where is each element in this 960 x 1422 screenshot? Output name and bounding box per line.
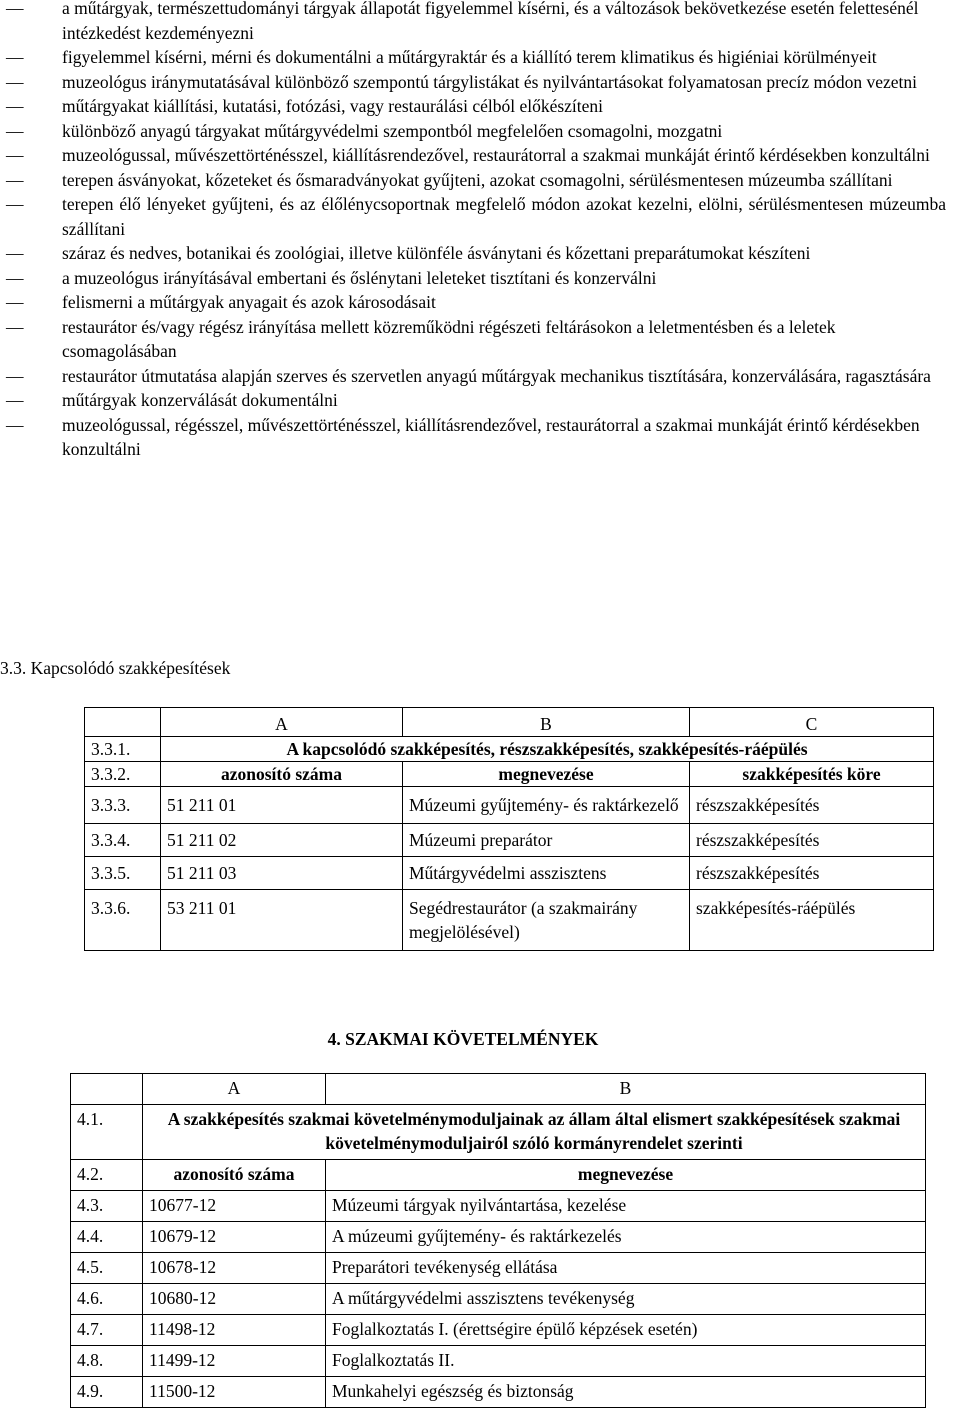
column-title-name: megnevezése [403, 762, 690, 787]
list-item [0, 70, 946, 95]
table-row [85, 787, 934, 824]
column-header-a: A [161, 708, 403, 737]
qualification-scope: részszakképesítés [690, 857, 934, 890]
dash-bullet: — [6, 414, 24, 435]
dash-bullet: — [6, 145, 24, 165]
row-number: 4.8. [71, 1346, 143, 1377]
list-item-text: figyelemmel kísérni, mérni és dokumentálni a műtárgyraktár és a kiállító terem klimatikus és higiéniai körülményeit [62, 47, 877, 67]
table-row [71, 1284, 926, 1315]
module-id: 11500-12 [143, 1377, 326, 1408]
module-name: Preparátori tevékenység ellátása [326, 1253, 926, 1284]
row-number: 4.3. [71, 1191, 143, 1222]
list-item-text: felismerni a műtárgyak anyagait és azok károsodásait [62, 292, 436, 312]
table-row [85, 762, 934, 787]
dash-bullet: — [6, 47, 24, 67]
column-title-id: azonosító száma [143, 1160, 326, 1191]
list-item [0, 388, 946, 413]
column-title-id: azonosító száma [161, 762, 403, 787]
section-heading-4: 4. SZAKMAI KÖVETELMÉNYEK [327, 1029, 599, 1049]
row-number: 4.1. [71, 1105, 143, 1160]
qualification-name: Műtárgyvédelmi asszisztens [403, 857, 690, 890]
dash-bullet: — [6, 292, 24, 312]
column-title-scope: szakképesítés köre [690, 762, 934, 787]
list-item-text: száraz és nedves, botanikai és zoológiai, illetve különféle ásványtani és kőzettani preparátumokat készíteni [62, 243, 811, 263]
module-id: 10678-12 [143, 1253, 326, 1284]
dash-bullet: — [6, 194, 24, 214]
module-id: 10680-12 [143, 1284, 326, 1315]
list-item [0, 192, 946, 241]
list-item [0, 94, 946, 119]
table-header-row [85, 708, 934, 737]
row-number: 3.3.3. [85, 787, 161, 824]
column-header-a: A [143, 1074, 326, 1105]
qualification-name: Múzeumi gyűjtemény- és raktárkezelő [403, 787, 690, 824]
list-item [0, 0, 946, 45]
dash-bullet: — [6, 316, 24, 337]
related-qualifications-table [84, 707, 934, 951]
row-number: 4.6. [71, 1284, 143, 1315]
list-item [0, 119, 946, 144]
dash-bullet: — [6, 365, 24, 386]
table-row [85, 824, 934, 857]
dash-bullet: — [6, 71, 24, 92]
qualification-name: Segédrestaurátor (a szakmairány megjelölésével) [403, 890, 690, 951]
row-number: 4.4. [71, 1222, 143, 1253]
row-number: 3.3.1. [85, 737, 161, 762]
row-number: 4.2. [71, 1160, 143, 1191]
qualification-id: 53 211 01 [161, 890, 403, 951]
table-caption: A kapcsolódó szakképesítés, részszakképesítés, szakképesítés-ráépülés [161, 737, 934, 762]
list-item-text: restaurátor útmutatása alapján szerves és szervetlen anyagú műtárgyak mechanikus tisztítására, konzerválására, ragasztására [62, 365, 931, 386]
row-number: 4.5. [71, 1253, 143, 1284]
list-item-text: muzeológussal, művészettörténésszel, kiállításrendezővel, restaurátorral a szakmai munkáját érintő kérdésekben konzultálni [62, 145, 930, 165]
list-item [0, 143, 946, 168]
table-header-row [71, 1074, 926, 1105]
column-header-b: B [403, 708, 690, 737]
table-row [71, 1315, 926, 1346]
table-row [71, 1346, 926, 1377]
module-id: 10679-12 [143, 1222, 326, 1253]
table-row [71, 1377, 926, 1408]
module-id: 11499-12 [143, 1346, 326, 1377]
list-item [0, 364, 946, 389]
list-item [0, 266, 946, 291]
list-item-text: muzeológus iránymutatásával különböző szempontú tárgylistákat és nyilvántartásokat folyamatosan precíz módon vezetni [62, 71, 917, 92]
qualification-id: 51 211 02 [161, 824, 403, 857]
section-heading-3-3: 3.3. Kapcsolódó szakképesítések [0, 658, 231, 678]
dash-bullet: — [6, 243, 24, 263]
dash-bullet: — [6, 390, 24, 410]
row-number: 3.3.6. [85, 890, 161, 951]
table-cell [71, 1074, 143, 1105]
row-number: 4.9. [71, 1377, 143, 1408]
module-name: Foglalkoztatás II. [326, 1346, 926, 1377]
module-name: Foglalkoztatás I. (érettségire épülő képzések esetén) [326, 1315, 926, 1346]
qualification-id: 51 211 01 [161, 787, 403, 824]
qualification-id: 51 211 03 [161, 857, 403, 890]
competency-list [0, 0, 946, 462]
column-header-c: C [690, 708, 934, 737]
module-name: Múzeumi tárgyak nyilvántartása, kezelése [326, 1191, 926, 1222]
qualification-scope: szakképesítés-ráépülés [690, 890, 934, 951]
list-item-text: muzeológussal, régésszel, művészettörténésszel, kiállításrendezővel, restaurátorral a szakmai munkáját érintő kérdésekben konzultálni [62, 414, 920, 459]
list-item-text: terepen élő lényeket gyűjteni, és az élőlénycsoportnak megfelelő módon azokat kezelni, elölni, sérülésmentesen múzeumba szállítani [62, 194, 946, 239]
dash-bullet: — [6, 120, 24, 141]
list-item-text: műtárgyak konzerválását dokumentálni [62, 390, 338, 410]
list-item [0, 45, 946, 70]
module-name: A műtárgyvédelmi asszisztens tevékenység [326, 1284, 926, 1315]
module-requirements-table [70, 1073, 926, 1408]
list-item-text: terepen ásványokat, kőzeteket és ősmaradványokat gyűjteni, azokat csomagolni, sérülésmentesen múzeumba szállítani [62, 169, 893, 190]
dash-bullet: — [6, 0, 24, 18]
module-name: Munkahelyi egészség és biztonság [326, 1377, 926, 1408]
list-item-text: a műtárgyak, természettudományi tárgyak állapotát figyelemmel kísérni, és a változások bekövetkezése esetén felettesénél intézkedést kezdeményezni [62, 0, 919, 43]
list-item-text: restaurátor és/vagy régész irányítása mellett közreműködni régészeti feltárásokon a leletmentésben és a leletek csomagolásában [62, 316, 836, 361]
row-number: 3.3.4. [85, 824, 161, 857]
column-header-b: B [326, 1074, 926, 1105]
module-name: A múzeumi gyűjtemény- és raktárkezelés [326, 1222, 926, 1253]
table-row [71, 1160, 926, 1191]
list-item [0, 315, 946, 364]
table-row [85, 857, 934, 890]
list-item-text: különböző anyagú tárgyakat műtárgyvédelmi szempontból megfelelően csomagolni, mozgatni [62, 120, 723, 141]
list-item [0, 168, 946, 193]
dash-bullet: — [6, 169, 24, 190]
list-item [0, 290, 946, 315]
qualification-name: Múzeumi preparátor [403, 824, 690, 857]
qualification-scope: részszakképesítés [690, 824, 934, 857]
module-id: 11498-12 [143, 1315, 326, 1346]
list-item [0, 413, 946, 462]
table-cell [85, 708, 161, 737]
row-number: 3.3.5. [85, 857, 161, 890]
dash-bullet: — [6, 267, 24, 288]
column-title-name: megnevezése [326, 1160, 926, 1191]
table-row [85, 737, 934, 762]
row-number: 3.3.2. [85, 762, 161, 787]
row-number: 4.7. [71, 1315, 143, 1346]
table-row [85, 890, 934, 951]
module-id: 10677-12 [143, 1191, 326, 1222]
list-item-text: műtárgyakat kiállítási, kutatási, fotózási, vagy restaurálási célból előkészíteni [62, 96, 604, 116]
table-row [71, 1191, 926, 1222]
table-row [71, 1105, 926, 1160]
list-item [0, 241, 946, 266]
dash-bullet: — [6, 96, 24, 116]
qualification-scope: részszakképesítés [690, 787, 934, 824]
list-item-text: a muzeológus irányításával embertani és őslénytani leleteket tisztítani és konzerválni [62, 267, 657, 288]
table-caption: A szakképesítés szakmai követelménymoduljainak az állam által elismert szakképesítések szakmai követelménymoduljairól szóló kormányrendelet szerinti [143, 1105, 926, 1160]
table-row [71, 1253, 926, 1284]
table-row [71, 1222, 926, 1253]
